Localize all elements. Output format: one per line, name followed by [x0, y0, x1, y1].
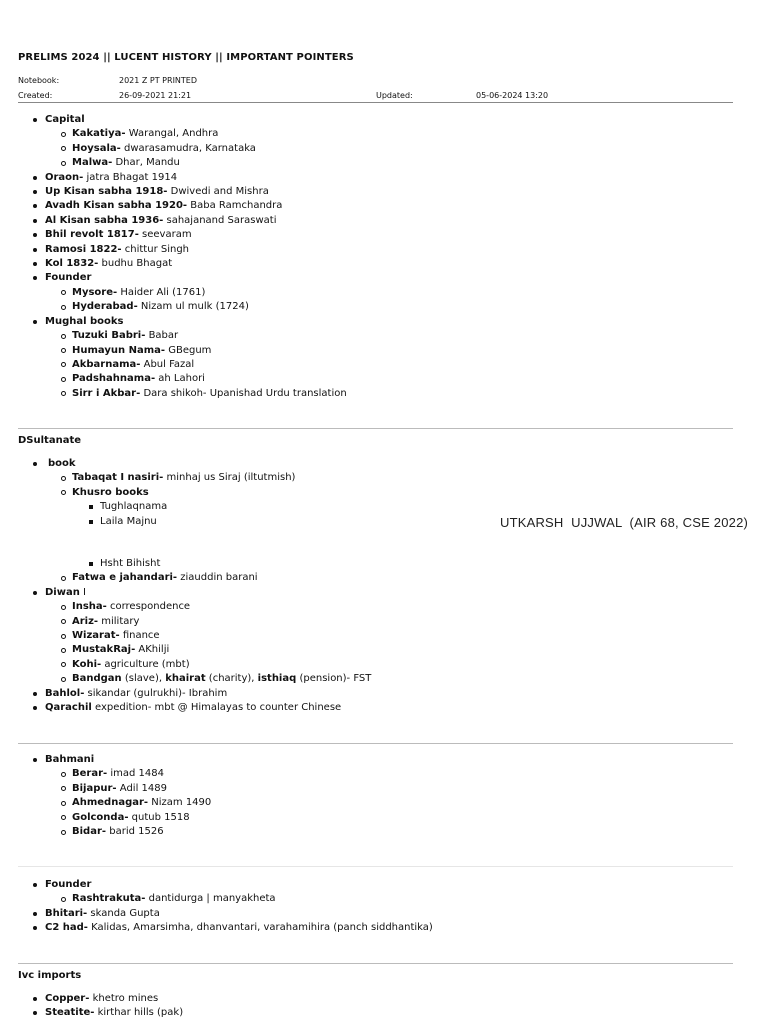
list-item: Padshahnama- ah Lahori	[18, 372, 738, 386]
section-heading-ivc: Ivc imports	[18, 970, 82, 981]
created-label: Created:	[18, 91, 53, 100]
header-divider	[18, 102, 733, 103]
list-item: Bandgan (slave), khairat (charity), isthiaq (pension)- FST	[18, 672, 738, 686]
list-item: Ramosi 1822- chittur Singh	[18, 243, 738, 257]
list-item: Laila Majnu	[18, 515, 738, 529]
updated-value: 05-06-2024 13:20	[476, 91, 549, 100]
list-item: Founder	[18, 878, 738, 892]
notebook-value: 2021 Z PT PRINTED	[119, 76, 198, 85]
list-item: Tabaqat I nasiri- minhaj us Siraj (iltutmish)	[18, 471, 738, 485]
list-item: Hyderabad- Nizam ul mulk (1724)	[18, 300, 738, 314]
section-bahmani-list	[18, 753, 738, 839]
list-item: Diwan I	[18, 586, 738, 600]
list-item: Bhitari- skanda Gupta	[18, 907, 738, 921]
list-item: C2 had- Kalidas, Amarsimha, dhanvantari, varahamihira (panch siddhantika)	[18, 921, 738, 935]
list-item: Hsht Bihisht	[18, 557, 738, 571]
notebook-label: Notebook:	[18, 76, 60, 85]
list-item: Mysore- Haider Ali (1761)	[18, 286, 738, 300]
list-item: Insha- correspondence	[18, 600, 738, 614]
list-item: Tughlaqnama	[18, 500, 738, 514]
list-item: Mughal books	[18, 315, 738, 329]
list-item: Al Kisan sabha 1936- sahajanand Saraswati	[18, 214, 738, 228]
list-item: Tuzuki Babri- Babar	[18, 329, 738, 343]
section-sultanate-list	[18, 457, 738, 716]
list-spacer	[18, 529, 738, 557]
section-founder-list	[18, 878, 738, 936]
list-item: Copper- khetro mines	[18, 992, 738, 1006]
list-item: book	[18, 457, 738, 471]
list-item: Khusro books	[18, 486, 738, 500]
list-item: Malwa- Dhar, Mandu	[18, 156, 738, 170]
list-item: Bahlol- sikandar (gulrukhi)- Ibrahim	[18, 687, 738, 701]
list-item: Bahmani	[18, 753, 738, 767]
list-item: MustakRaj- AKhilji	[18, 643, 738, 657]
list-item: Fatwa e jahandari- ziauddin barani	[18, 571, 738, 585]
list-item: Kol 1832- budhu Bhagat	[18, 257, 738, 271]
list-item: Sirr i Akbar- Dara shikoh- Upanishad Urdu translation	[18, 387, 738, 401]
list-item: Akbarnama- Abul Fazal	[18, 358, 738, 372]
list-item: Rashtrakuta- dantidurga | manyakheta	[18, 892, 738, 906]
list-item: Kakatiya- Warangal, Andhra	[18, 127, 738, 141]
list-item: Golconda- qutub 1518	[18, 811, 738, 825]
list-item: Founder	[18, 271, 738, 285]
list-item: Bijapur- Adil 1489	[18, 782, 738, 796]
section-divider	[18, 428, 733, 429]
list-item: Qarachil expedition- mbt @ Himalayas to counter Chinese	[18, 701, 738, 715]
section-capital-list	[18, 113, 738, 401]
section-divider	[18, 743, 733, 744]
list-item: Capital	[18, 113, 738, 127]
section-heading-sultanate: DSultanate	[18, 435, 82, 446]
list-item: Steatite- kirthar hills (pak)	[18, 1006, 738, 1020]
list-item: Ahmednagar- Nizam 1490	[18, 796, 738, 810]
list-item: Ariz- military	[18, 615, 738, 629]
list-item: Kohi- agriculture (mbt)	[18, 658, 738, 672]
page-title: PRELIMS 2024 || LUCENT HISTORY || IMPORTANT POINTERS	[18, 52, 354, 63]
list-item: Oraon- jatra Bhagat 1914	[18, 171, 738, 185]
section-ivc-list	[18, 992, 738, 1021]
updated-label: Updated:	[376, 91, 413, 100]
section-divider	[18, 963, 733, 964]
author-watermark: UTKARSH UJJWAL (AIR 68, CSE 2022)	[500, 515, 749, 530]
list-item: Wizarat- finance	[18, 629, 738, 643]
list-item: Bhil revolt 1817- seevaram	[18, 228, 738, 242]
list-item: Avadh Kisan sabha 1920- Baba Ramchandra	[18, 199, 738, 213]
created-value: 26-09-2021 21:21	[119, 91, 192, 100]
section-divider	[18, 866, 733, 867]
list-item: Humayun Nama- GBegum	[18, 344, 738, 358]
list-item: Bidar- barid 1526	[18, 825, 738, 839]
list-item: Up Kisan sabha 1918- Dwivedi and Mishra	[18, 185, 738, 199]
list-item: Berar- imad 1484	[18, 767, 738, 781]
list-item: Hoysala- dwarasamudra, Karnataka	[18, 142, 738, 156]
